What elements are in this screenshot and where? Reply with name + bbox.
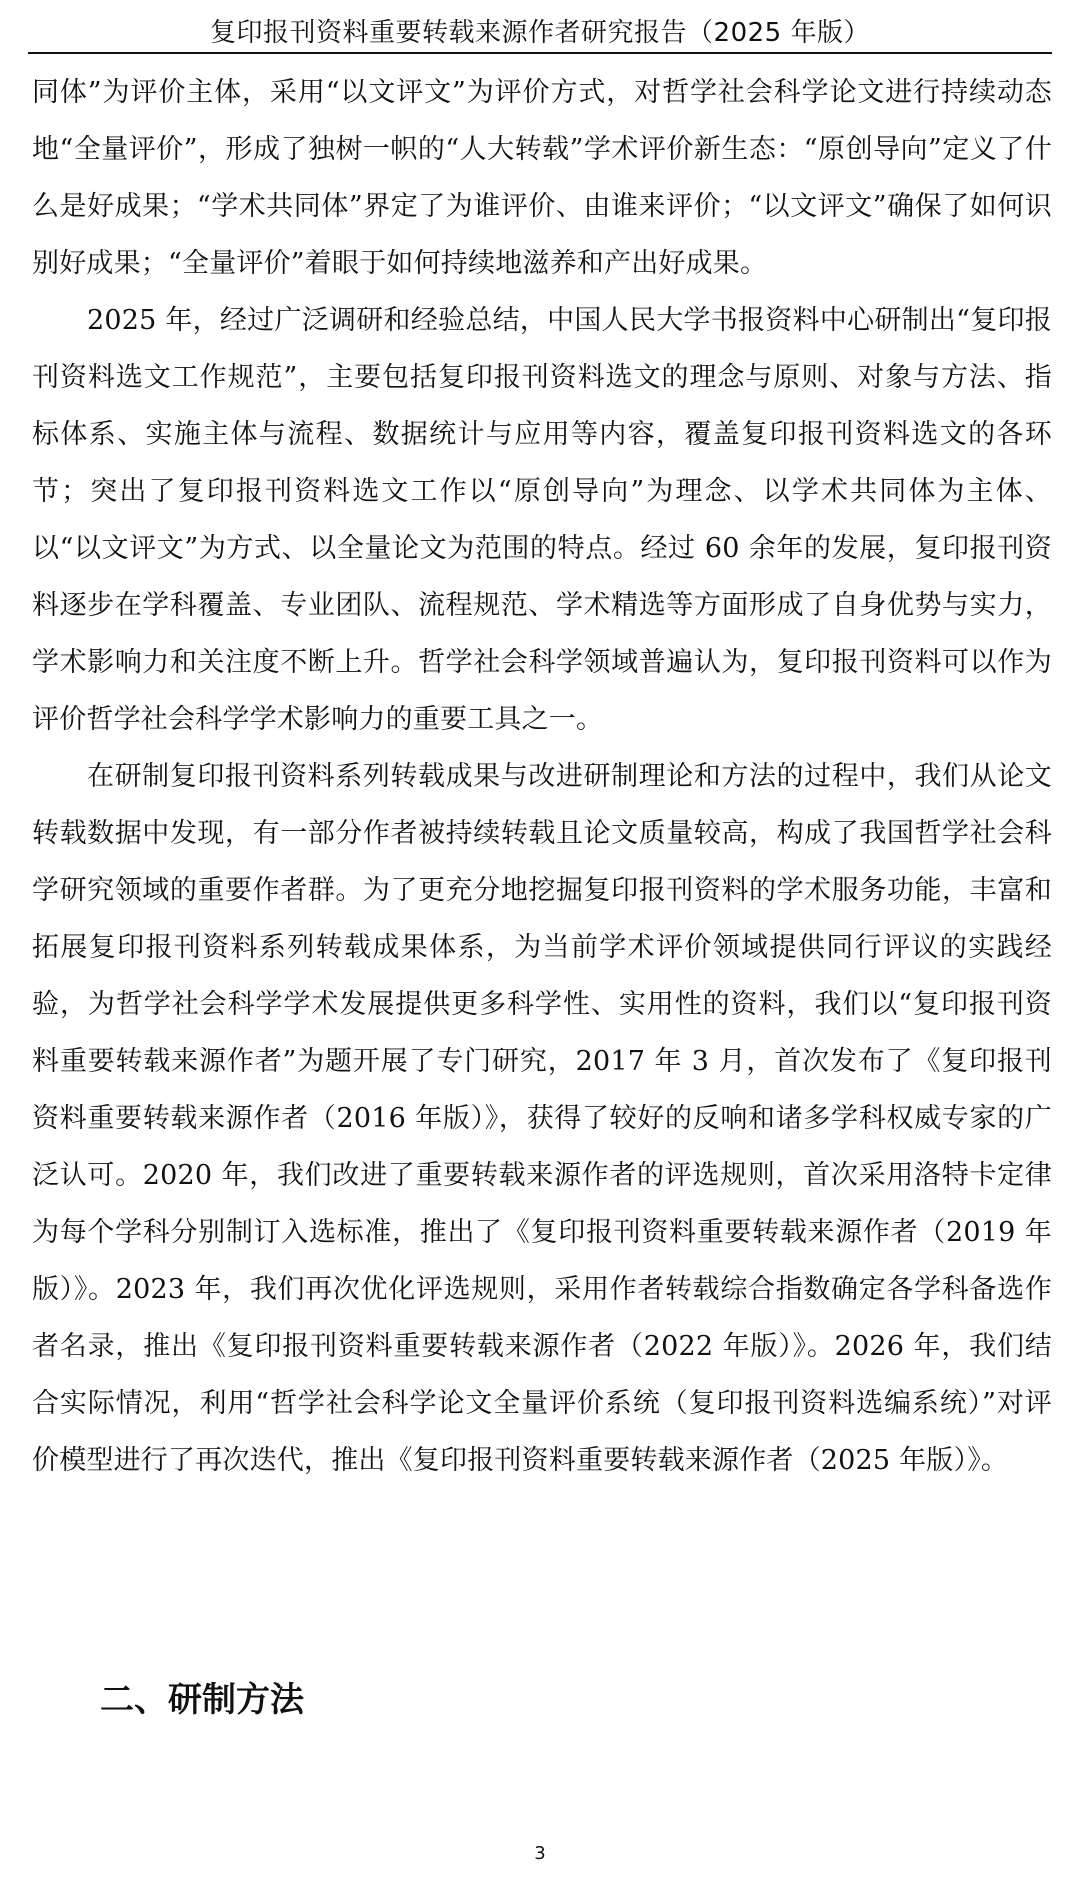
paragraph-continuation: 同体”为评价主体，采用“以文评文”为评价方式，对哲学社会科学论文进行持续动态地“全量评价”，形成了独树一帜的“人大转载”学术评价新生态：“原创导向”定义了什么是好成果；“学术共同体”界定了为谁评价、由谁来评价；“以文评文”确保了如何识别好成果；“全量评价”着眼于如何持续地滋养和产出好成果。 — [32, 77, 1052, 279]
section-heading: 二、研制方法 — [100, 1680, 304, 1720]
page-number: 3 — [534, 1843, 546, 1864]
running-header: 复印报刊资料重要转载来源作者研究报告（2025 年版） — [28, 14, 1052, 54]
paragraph-author-research: 在研制复印报刊资料系列转载成果与改进研制理论和方法的过程中，我们从论文转载数据中发现，有一部分作者被持续转载且论文质量较高，构成了我国哲学社会科学研究领域的重要作者群。为了更充分地挖掘复印报刊资料的学术服务功能，丰富和拓展复印报刊资料系列转载成果体系，为当前学术评价领域提供同行评议的实践经验，为哲学社会科学学术发展提供更多科学性、实用性的资料，我们以“复印报刊资料重要转载来源作者”为题开展了专门研究，2017 年 3 月，首次发布了《复印报刊资料重要转载来源作者（2016 年版）》，获得了较好的反响和诸多学科权威专家的广泛认可。2020 年，我们改进了重要转载来源作者的评选规则，首次采用洛特卡定律为每个学科分别制订入选标准，推出了《复印报刊资料重要转载来源作者（2019 年版）》。2023 年，我们再次优化评选规则，采用作者转载综合指数确定各学科备选作者名录，推出《复印报刊资料重要转载来源作者（2022 年版）》。2026 年，我们结合实际情况，利用“哲学社会科学论文全量评价系统（复印报刊资料选编系统）”对评价模型进行了再次迭代，推出《复印报刊资料重要转载来源作者（2025 年版）》。 — [32, 761, 1052, 1476]
paragraph-2025-norms: 2025 年，经过广泛调研和经验总结，中国人民大学书报资料中心研制出“复印报刊资料选文工作规范”，主要包括复印报刊资料选文的理念与原则、对象与方法、指标体系、实施主体与流程、数据统计与应用等内容，覆盖复印报刊资料选文的各环节；突出了复印报刊资料选文工作以“原创导向”为理念、以学术共同体为主体、以“以文评文”为方式、以全量论文为范围的特点。经过 60 余年的发展，复印报刊资料逐步在学科覆盖、专业团队、流程规范、学术精选等方面形成了自身优势与实力，学术影响力和关注度不断上升。哲学社会科学领域普遍认为，复印报刊资料可以作为评价哲学社会科学学术影响力的重要工具之一。 — [32, 305, 1052, 735]
document-body — [32, 64, 1052, 1489]
